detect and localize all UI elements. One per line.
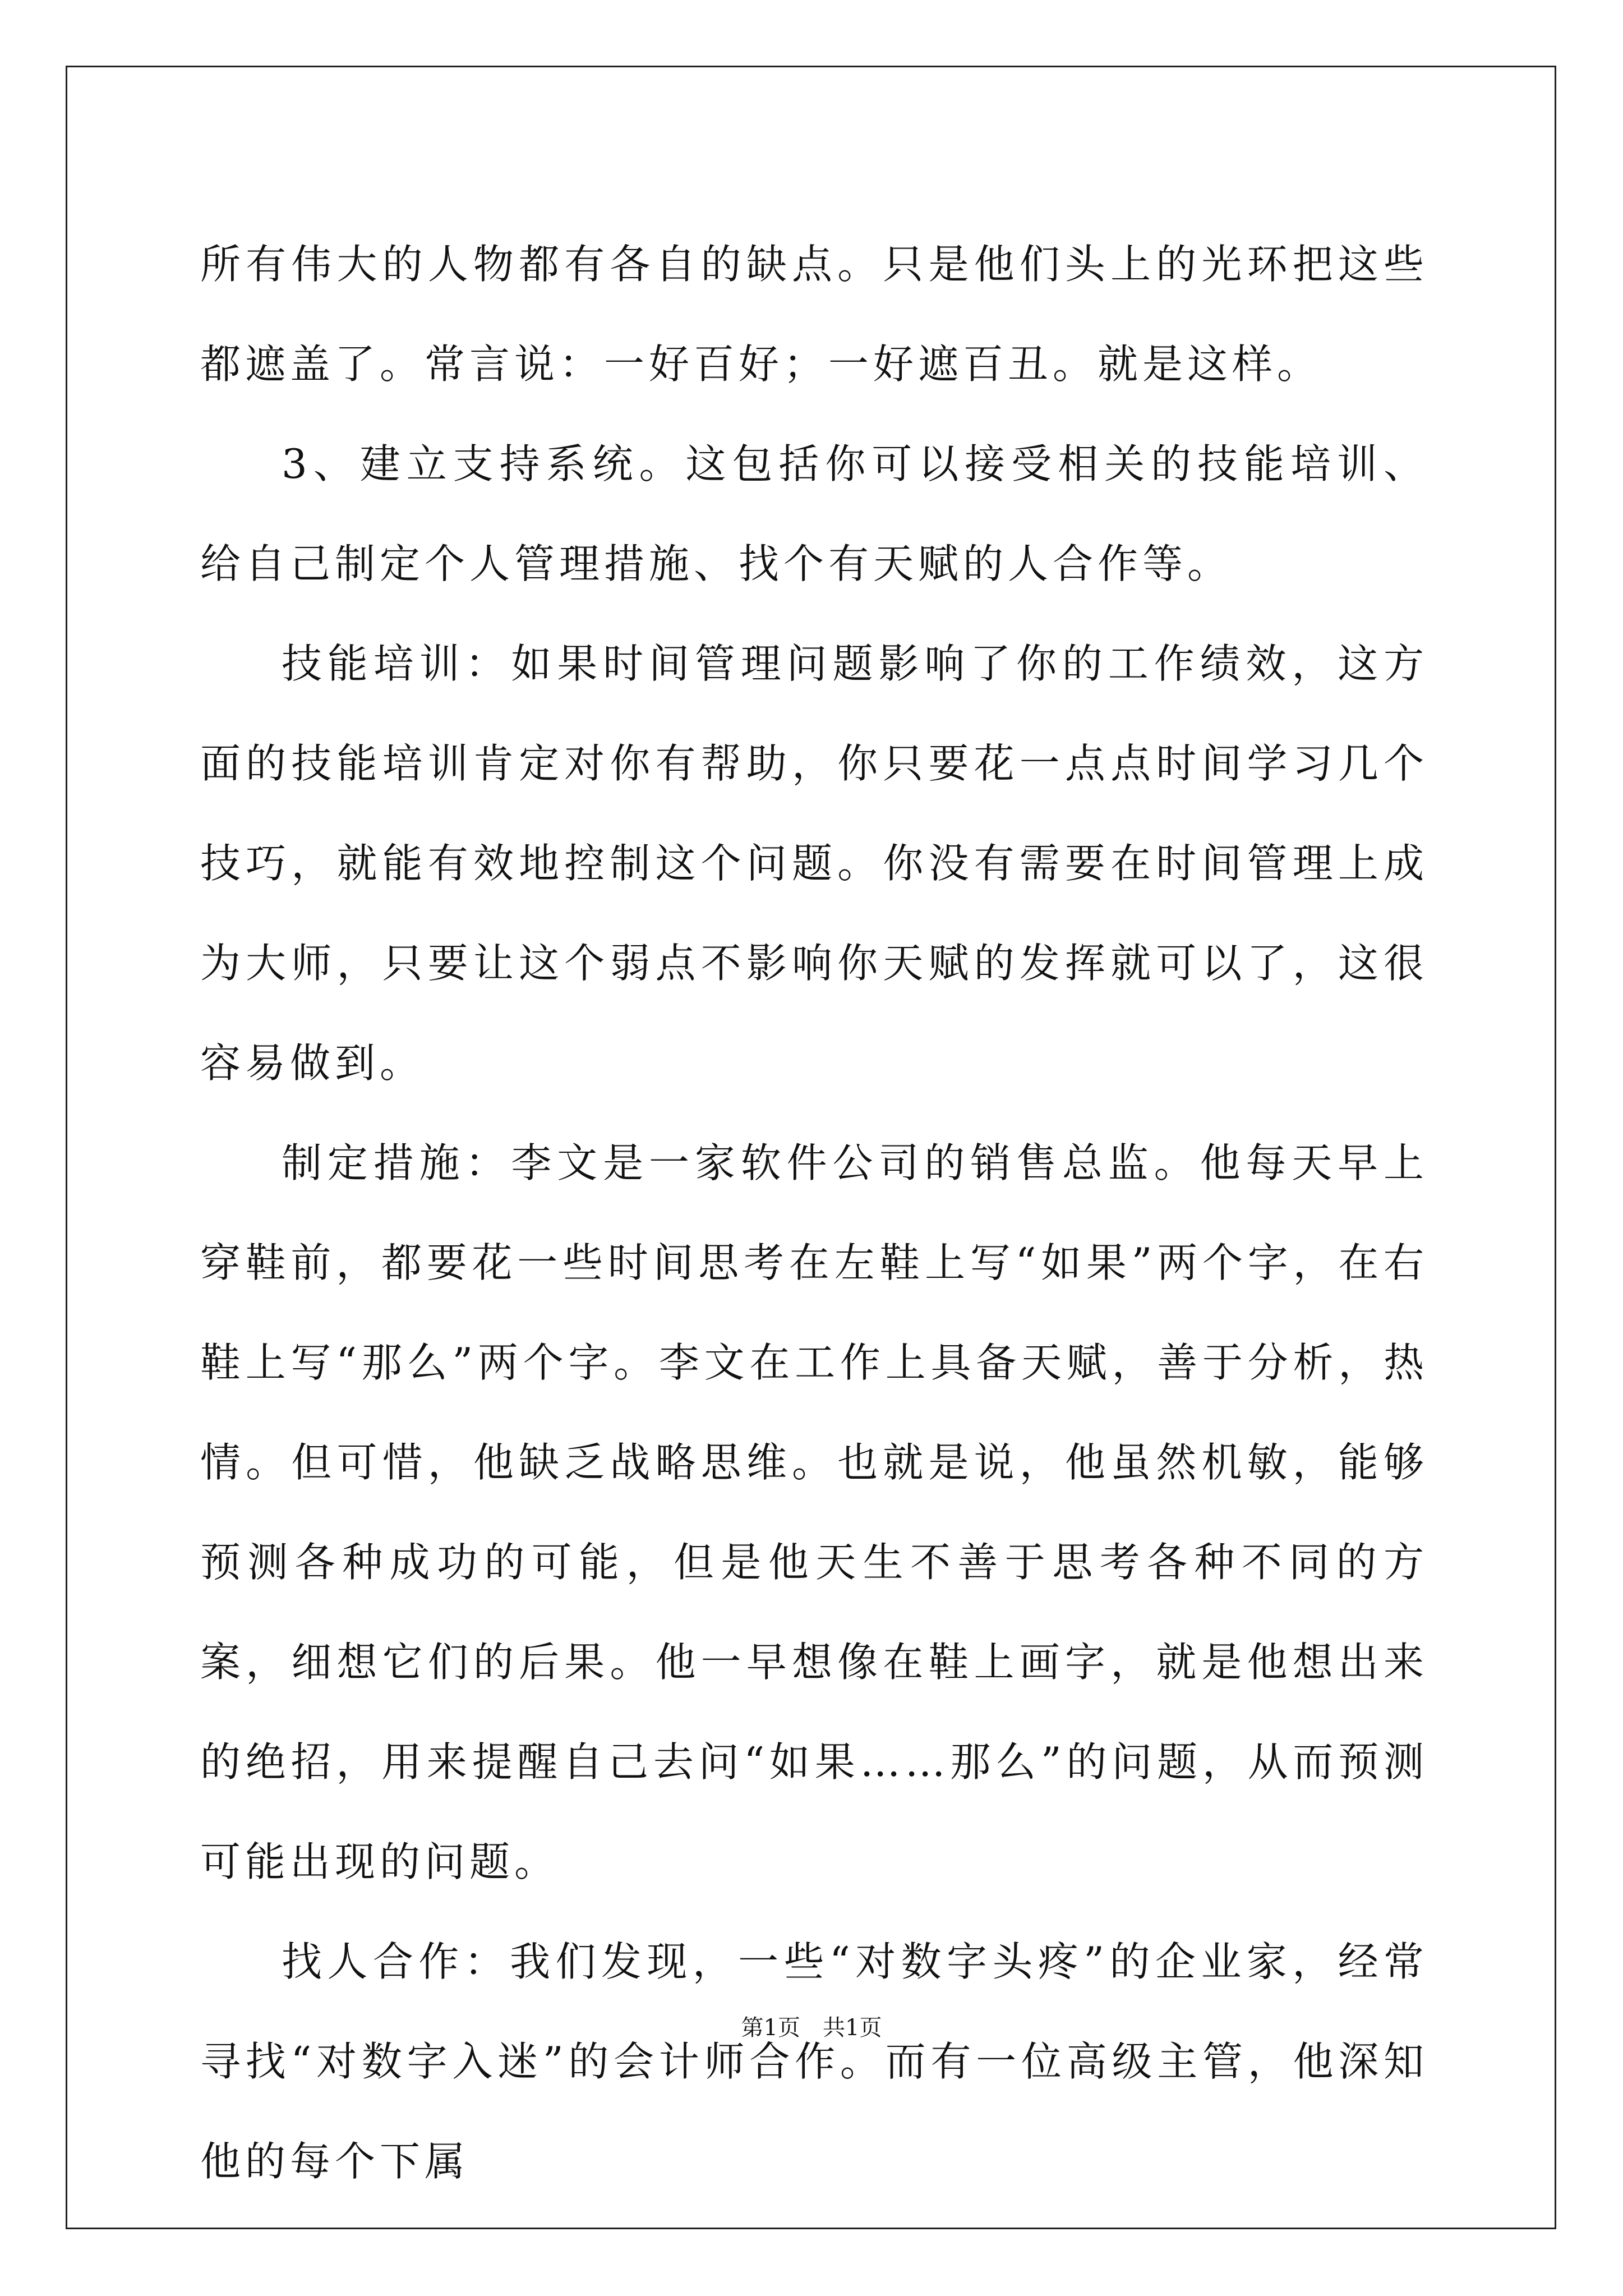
paragraph-measures: 制定措施：李文是一家软件公司的销售总监。他每天早上穿鞋前，都要花一些时间思考在左鞋上写“如果”两个字，在右鞋上写“那么”两个字。李文在工作上具备天赋，善于分析，热情。但可惜，他缺乏战略思维。也就是说，他虽然机敏，能够预测各种成功的可能，但是他天生不善于思考各种不同的方案，细想它们的后果。他一早想像在鞋上画字，就是他想出来的绝招，用来提醒自己去问“如果……那么”的问题，从而预测可能出现的问题。 <box>200 1139 1428 1885</box>
page-footer: 第1页 共1页 <box>741 2015 882 2041</box>
document-body <box>200 214 1428 2211</box>
paragraph-support-system: 3、建立支持系统。这包括你可以接受相关的技能培训、给自己制定个人管理措施、找个有天赋的人合作等。 <box>200 440 1428 587</box>
paragraph-skill-training: 技能培训：如果时间管理问题影响了你的工作绩效，这方面的技能培训肯定对你有帮助，你只要花一点点时间学习几个技巧，就能有效地控制这个问题。你没有需要在时间管理上成为大师，只要让这个弱点不影响你天赋的发挥就可以了，这很容易做到。 <box>200 640 1428 1087</box>
paragraph-partnership: 找人合作：我们发现，一些“对数字头疼”的企业家，经常寻找“对数字入迷”的会计师合作。而有一位高级主管，他深知他的每个下属 <box>200 1938 1428 2185</box>
paragraph-continuation: 所有伟大的人物都有各自的缺点。只是他们头上的光环把这些都遮盖了。常言说：一好百好；一好遮百丑。就是这样。 <box>200 241 1428 388</box>
